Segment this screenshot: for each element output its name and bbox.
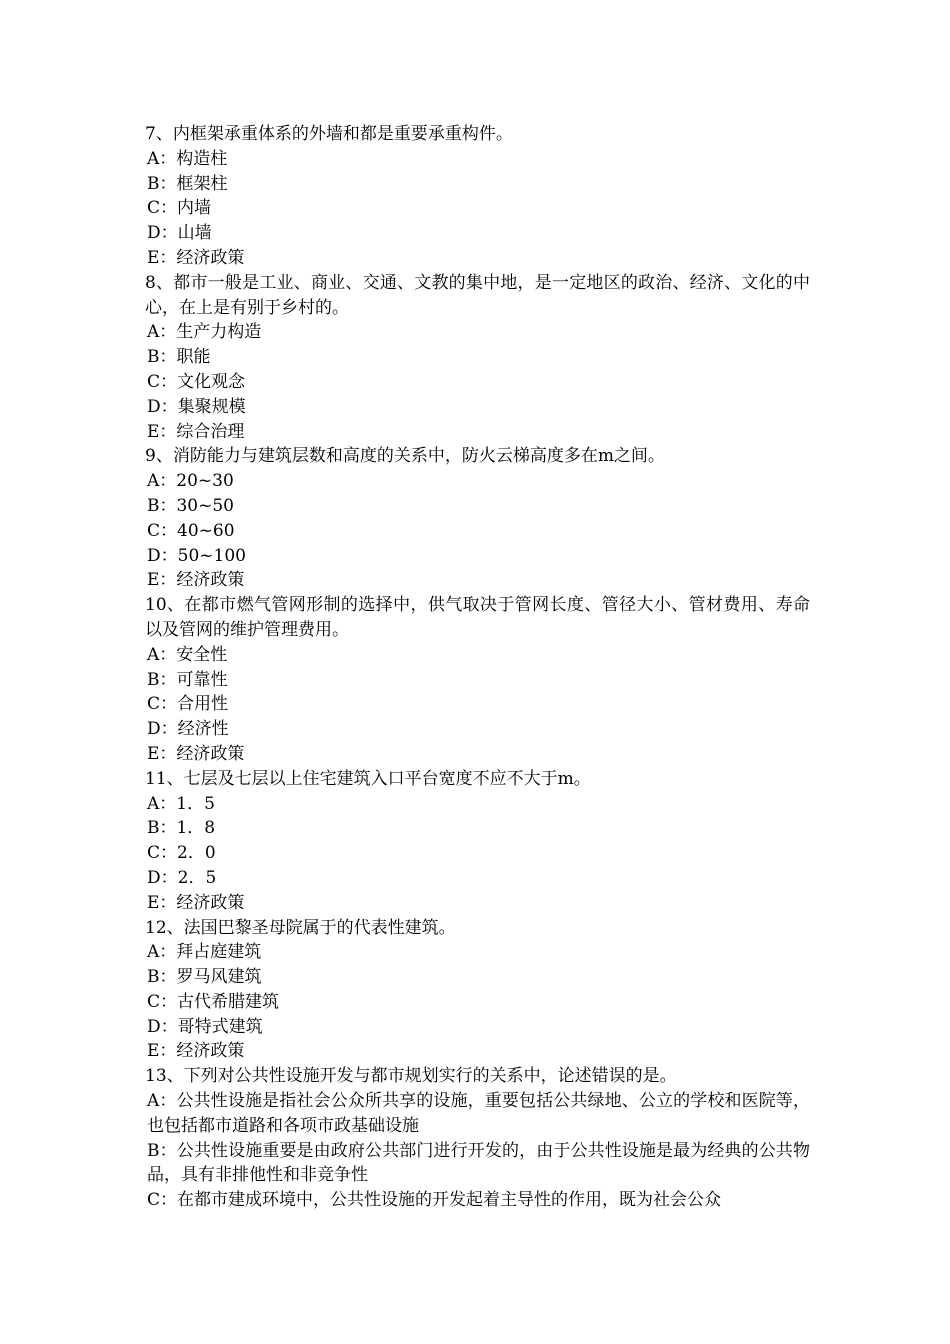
option-b: B：职能 [147, 347, 211, 368]
option-b: B：30~50 [147, 495, 235, 516]
option-c: C：40~60 [147, 520, 235, 541]
option-e: E：经济政策 [147, 743, 245, 764]
option-a: A：构造柱 [147, 148, 228, 169]
option-b: B：可靠性 [147, 669, 228, 690]
option-d: D：山墙 [147, 223, 212, 244]
option-d: D：经济性 [147, 719, 229, 740]
question-text: 12、法国巴黎圣母院属于的代表性建筑。 [145, 917, 456, 938]
question-12 [145, 916, 810, 1065]
document-page [145, 122, 810, 1213]
option-b: B：罗马风建筑 [147, 967, 262, 988]
option-c: C：合用性 [147, 694, 229, 715]
option-c: C：古代希腊建筑 [147, 991, 280, 1012]
question-13 [145, 1064, 810, 1213]
option-e: E：经济政策 [147, 247, 245, 268]
option-a: A：拜占庭建筑 [147, 942, 262, 963]
question-text: 7、内框架承重体系的外墙和都是重要承重构件。 [145, 124, 513, 144]
option-b: B：公共性设施重要是由政府公共部门进行开发的，由于公共性设施是最为经典的公共物品，具有非排他性和非竞争性 [147, 1140, 810, 1186]
option-d: D：哥特式建筑 [147, 1016, 263, 1037]
option-c: C：文化观念 [147, 371, 246, 392]
option-c: C：2．0 [147, 843, 216, 864]
option-d: D：集聚规模 [147, 396, 246, 417]
option-c: C：内墙 [147, 198, 212, 219]
question-7 [145, 122, 810, 271]
option-e: E：经济政策 [147, 570, 245, 591]
question-text: 9、消防能力与建筑层数和高度的关系中，防火云梯高度多在m之间。 [145, 446, 665, 467]
option-c: C：在都市建成环境中，公共性设施的开发起着主导性的作用，既为社会公众 [147, 1190, 722, 1211]
question-text: 8、都市一般是工业、商业、交通、文教的集中地，是一定地区的政治、经济、文化的中心，在上是有别于乡村的。 [145, 272, 810, 318]
question-text: 13、下列对公共性设施开发与都市规划实行的关系中，论述错误的是。 [145, 1066, 677, 1087]
option-d: D：2．5 [147, 867, 217, 888]
option-e: E：经济政策 [147, 1041, 245, 1062]
option-a: A：生产力构造 [147, 322, 262, 343]
question-text: 10、在都市燃气管网形制的选择中，供气取决于管网长度、管径大小、管材费用、寿命以及管网的维护管理费用。 [145, 595, 810, 640]
question-text: 11、七层及七层以上住宅建筑入口平台宽度不应不大于m。 [145, 768, 591, 789]
option-a: A：20~30 [147, 471, 234, 492]
option-e: E：经济政策 [147, 892, 245, 913]
question-9 [145, 444, 810, 593]
question-8 [145, 271, 810, 445]
option-b: B：框架柱 [147, 173, 228, 194]
option-e: E：综合治理 [147, 421, 245, 442]
option-d: D：50~100 [147, 545, 246, 566]
option-a: A：1．5 [147, 793, 215, 814]
option-b: B：1．8 [147, 818, 216, 839]
option-a: A：公共性设施是指社会公众所共享的设施，重要包括公共绿地、公立的学校和医院等，也包括都市道路和各项市政基础设施 [147, 1091, 810, 1136]
question-10 [145, 593, 810, 767]
question-11 [145, 767, 810, 916]
option-a: A：安全性 [147, 644, 228, 665]
